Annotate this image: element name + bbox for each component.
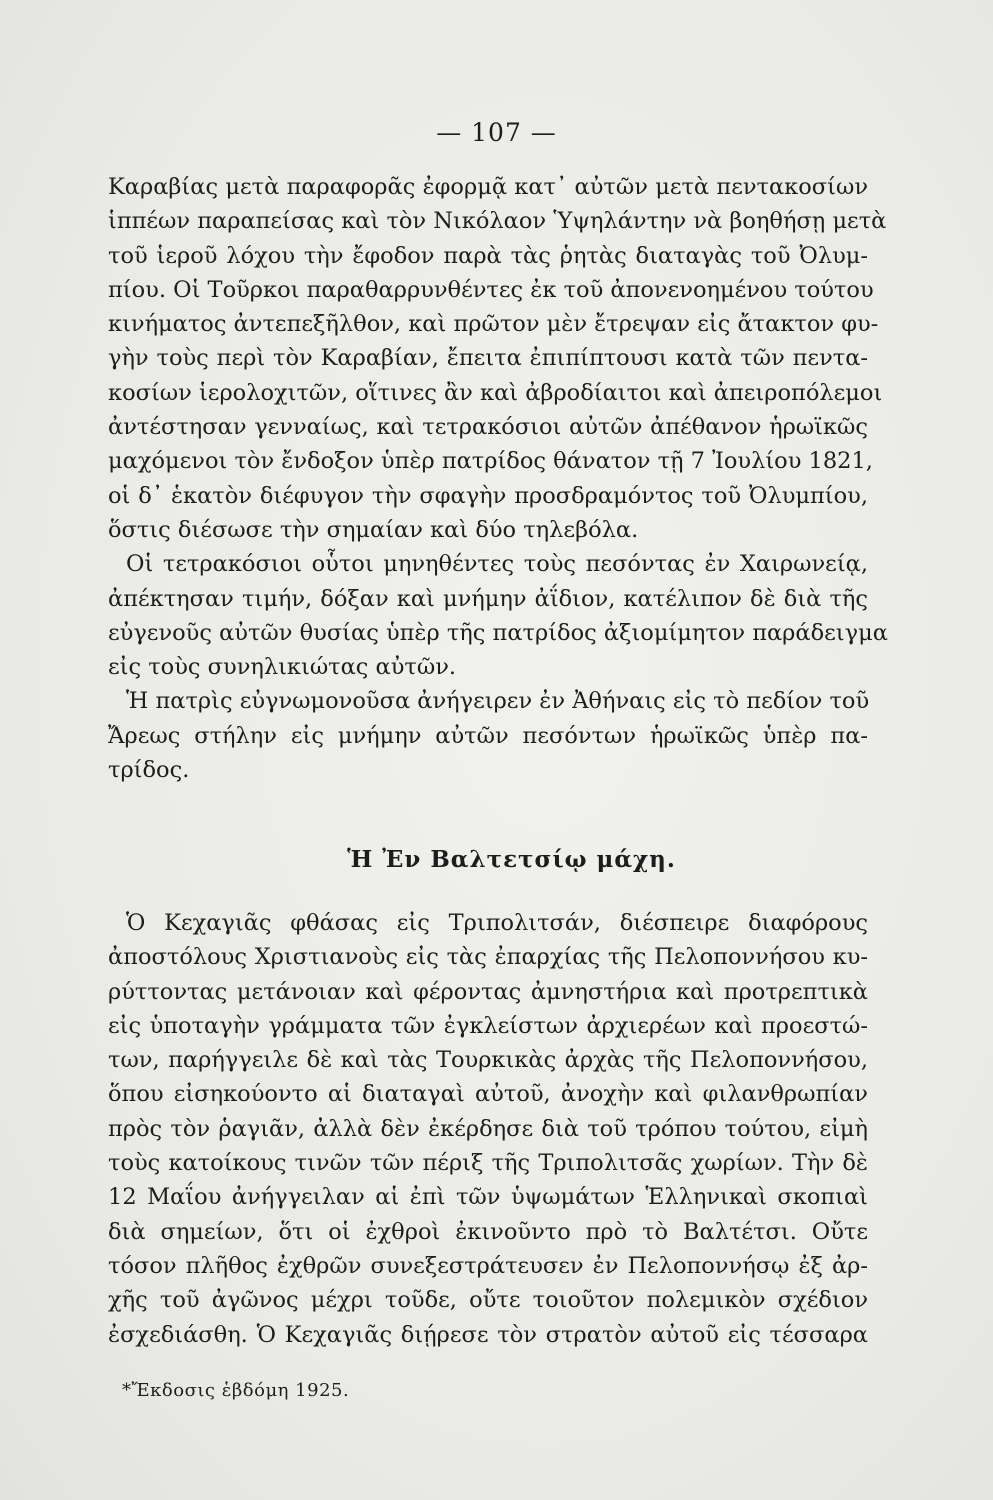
text-line: ὅστις διέσωσε τὴν σημαίαν καὶ δύο τηλεβόλα. xyxy=(108,516,639,543)
text-line: εἰς ὑποταγὴν γράμματα τῶν ἐγκλείστων ἀρχιερέων καὶ προεστώ- xyxy=(108,1012,868,1039)
text-line: ἀντέστησαν γενναίως, καὶ τετρακόσιοι αὐτῶν ἀπέθανον ἡρωϊκῶς xyxy=(108,414,868,441)
text-line: τόσον πλῆθος ἐχθρῶν συνεξεστράτευσεν ἐν Πελοποννήσῳ ἐξ ἀρ- xyxy=(108,1252,868,1279)
text-line: διὰ σημείων, ὅτι οἱ ἐχθροὶ ἐκινοῦντο πρὸ τὸ Βαλτέτσι. Οὔτε xyxy=(108,1218,868,1245)
upper-text-block xyxy=(108,170,888,787)
section-heading: Ἡ Ἐν Βαλτετσίῳ μάχη. xyxy=(347,846,676,873)
text-line: ἐσχεδιάσθη. Ὁ Κεχαγιᾶς διῄρεσε τὸν στρατὸν αὐτοῦ εἰς τέσσαρα xyxy=(108,1321,868,1348)
text-line: ἱππέων παραπείσας καὶ τὸν Νικόλαον Ὑψηλάντην νὰ βοηθήσῃ μετὰ xyxy=(108,208,887,235)
text-line: ὅπου εἰσηκούοντο αἱ διαταγαὶ αὐτοῦ, ἀνοχὴν καὶ φιλανθρωπίαν xyxy=(108,1081,868,1108)
text-line: τρίδος. xyxy=(108,757,190,784)
footnote: *Ἔκδοσις ἑβδόμη 1925. xyxy=(122,1380,350,1401)
text-line: 12 Μαΐου ἀνήγγειλαν αἱ ἐπὶ τῶν ὑψωμάτων Ἑλληνικαὶ σκοπιαὶ xyxy=(108,1184,868,1211)
text-line: κοσίων ἱερολοχιτῶν, οἵτινες ἂν καὶ ἀβροδίαιτοι καὶ ἀπειροπόλεμοι xyxy=(108,379,883,406)
text-line: Καραβίας μετὰ παραφορᾶς ἐφορμᾷ κατ᾽ αὐτῶν μετὰ πεντακοσίων xyxy=(108,174,868,200)
text-line: χῆς τοῦ ἀγῶνος μέχρι τοῦδε, οὔτε τοιοῦτον πολεμικὸν σχέδιον xyxy=(108,1287,868,1314)
text-line: Ἄρεως στήλην εἰς μνήμην αὐτῶν πεσόντων ἡρωϊκῶς ὑπὲρ πα- xyxy=(108,722,868,749)
text-line: Οἱ τετρακόσιοι οὗτοι μηνηθέντες τοὺς πεσόντας ἐν Χαιρωνείᾳ, xyxy=(126,551,868,578)
text-line: πίου. Οἱ Τοῦρκοι παραθαρρυνθέντες ἐκ τοῦ ἀπονενοημένου τούτου xyxy=(108,276,874,303)
text-line: τοῦ ἱεροῦ λόχου τὴν ἔφοδον παρὰ τὰς ῥητὰς διαταγὰς τοῦ Ὀλυμ- xyxy=(108,242,868,269)
text-line: ρύττοντας μετάνοιαν καὶ φέροντας ἀμνηστήρια καὶ προτρεπτικὰ xyxy=(108,978,868,1005)
text-line: Ὁ Κεχαγιᾶς φθάσας εἰς Τριπολιτσάν, διέσπειρε διαφόρους xyxy=(126,910,868,936)
text-line: κινήματος ἀντεπεξῆλθον, καὶ πρῶτον μὲν ἔτρεψαν εἰς ἄτακτον φυ- xyxy=(108,311,879,338)
text-line: εἰς τοὺς συνηλικιώτας αὐτῶν. xyxy=(108,654,457,681)
text-line: Ἡ πατρὶς εὐγνωμονοῦσα ἀνήγειρεν ἐν Ἀθήναις εἰς τὸ πεδίον τοῦ xyxy=(126,688,870,715)
lower-text-block xyxy=(108,906,868,1352)
text-line: μαχόμενοι τὸν ἔνδοξον ὑπὲρ πατρίδος θάνατον τῇ 7 Ἰουλίου 1821, xyxy=(108,448,873,475)
text-line: τοὺς κατοίκους τινῶν τῶν πέριξ τῆς Τριπολιτσᾶς χωρίων. Τὴν δὲ xyxy=(108,1150,868,1177)
text-line: πρὸς τὸν ῥαγιᾶν, ἀλλὰ δὲν ἐκέρδησε διὰ τοῦ τρόπου τούτου, εἰμὴ xyxy=(108,1115,868,1142)
text-line: των, παρήγγειλε δὲ καὶ τὰς Τουρκικὰς ἀρχὰς τῆς Πελοποννήσου, xyxy=(108,1047,868,1074)
text-line: οἱ δ᾽ ἑκατὸν διέφυγον τὴν σφαγὴν προσδραμόντος τοῦ Ὀλυμπίου, xyxy=(108,482,868,509)
text-line: ἀποστόλους Χριστιανοὺς εἰς τὰς ἐπαρχίας τῆς Πελοποννήσου κυ- xyxy=(108,944,868,971)
text-line: γὴν τοὺς περὶ τὸν Καραβίαν, ἔπειτα ἐπιπίπτουσι κατὰ τῶν πεντα- xyxy=(108,345,868,372)
text-line: εὐγενοῦς αὐτῶν θυσίας ὑπὲρ τῆς πατρίδος ἀξιομίμητον παράδειγμα xyxy=(108,619,888,646)
text-line: ἀπέκτησαν τιμήν, δόξαν καὶ μνήμην ἀΐδιον, κατέλιπον δὲ διὰ τῆς xyxy=(108,585,868,612)
page-number: — 107 — xyxy=(436,118,557,147)
